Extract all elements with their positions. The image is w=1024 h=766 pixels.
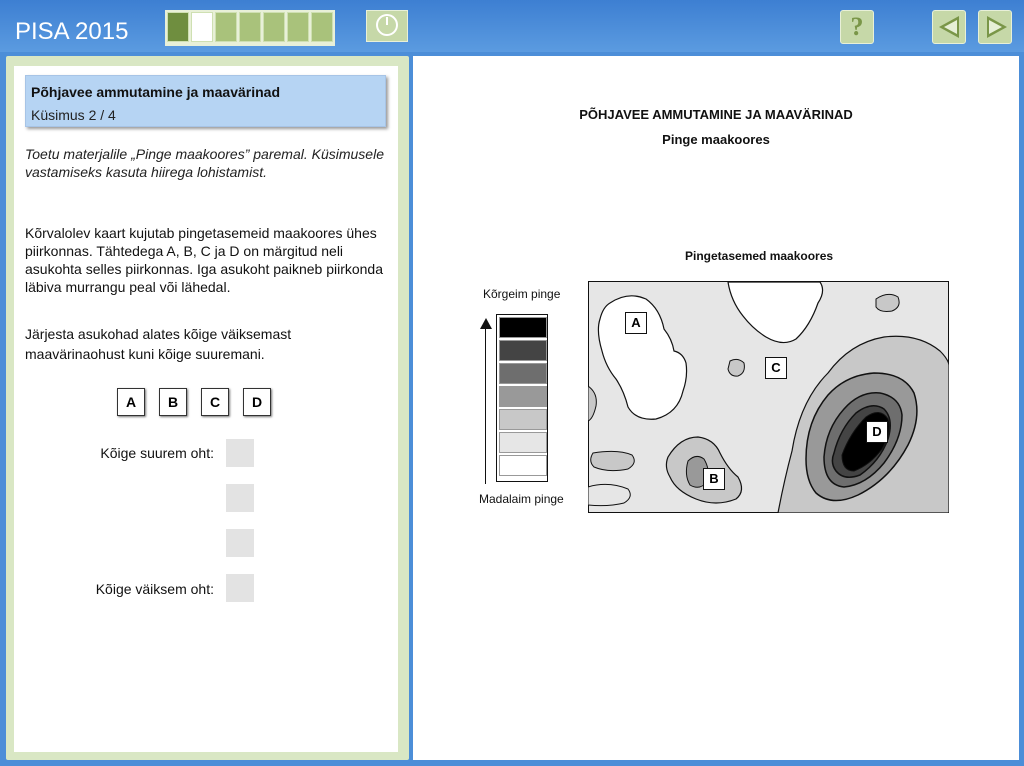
scale-arrow-line — [485, 326, 486, 484]
question-header — [25, 75, 386, 127]
app-title: PISA 2015 — [15, 18, 129, 45]
legend-swatch — [499, 363, 547, 384]
slot-label-lowest: Kõige väiksem oht: — [95, 581, 214, 597]
stimulus-panel — [413, 56, 1019, 760]
arrow-left-icon — [939, 16, 959, 38]
drag-option-c[interactable]: C — [201, 388, 229, 416]
question-prompt: Järjesta asukohad alates kõige väiksemast maavärinaohust kuni kõige suuremani. — [25, 326, 292, 362]
timer-button[interactable] — [366, 10, 408, 42]
drop-slot-3[interactable] — [226, 529, 254, 557]
stress-map — [588, 281, 949, 518]
stimulus-title: PÕHJAVEE AMMUTAMINE JA MAAVÄRINAD — [579, 107, 853, 122]
progress-segment — [191, 12, 213, 42]
legend-swatch — [499, 317, 547, 338]
drag-option-b[interactable]: B — [159, 388, 187, 416]
instruction-text: Toetu materjalile „Pinge maakoores” paremal. Küsimusele vastamiseks kasuta hiirega lohistamist. — [25, 146, 384, 180]
help-button[interactable]: ? — [840, 10, 874, 44]
previous-button[interactable] — [932, 10, 966, 44]
legend-swatch — [499, 455, 547, 476]
progress-segment — [167, 12, 189, 42]
drop-slot-4[interactable] — [226, 574, 254, 602]
question-number: Küsimus 2 / 4 — [31, 107, 116, 123]
top-bar — [0, 0, 1024, 52]
next-button[interactable] — [978, 10, 1012, 44]
question-paragraph: Kõrvalolev kaart kujutab pingetasemeid maakoores ühes piirkonnas. Tähtedega A, B, C ja D on märgitud neli asukohta selles piirkonnas. Iga asukoht paikneb piirkonda läbiva murrangu peal või lähedal. — [25, 225, 384, 295]
progress-segment — [287, 12, 309, 42]
stimulus-subtitle: Pinge maakoores — [662, 132, 770, 147]
drag-option-d[interactable]: D — [243, 388, 271, 416]
progress-bar — [165, 10, 335, 46]
map-label-c: C — [765, 357, 787, 379]
progress-segment — [215, 12, 237, 42]
scale-high-label: Kõrgeim pinge — [483, 287, 561, 301]
scale-low-label: Madalaim pinge — [479, 492, 564, 506]
question-content — [14, 66, 398, 752]
clock-icon — [376, 14, 398, 36]
arrow-up-icon — [480, 318, 492, 329]
legend-swatch — [499, 432, 547, 453]
drag-option-a[interactable]: A — [117, 388, 145, 416]
legend-swatch — [499, 340, 547, 361]
drop-slot-1[interactable] — [226, 439, 254, 467]
legend-swatch — [499, 386, 547, 407]
progress-segment — [263, 12, 285, 42]
question-panel — [6, 56, 409, 760]
legend-swatch — [499, 409, 547, 430]
arrow-right-icon — [987, 16, 1007, 38]
slot-label-highest: Kõige suurem oht: — [100, 445, 214, 461]
map-title: Pingetasemed maakoores — [685, 249, 834, 263]
progress-segment — [239, 12, 261, 42]
question-title: Põhjavee ammutamine ja maavärinad — [31, 84, 280, 100]
map-label-a: A — [625, 312, 647, 334]
drop-slot-2[interactable] — [226, 484, 254, 512]
stress-legend — [496, 314, 548, 482]
map-label-b: B — [703, 468, 725, 490]
progress-segment — [311, 12, 333, 42]
map-label-d: D — [866, 421, 888, 443]
